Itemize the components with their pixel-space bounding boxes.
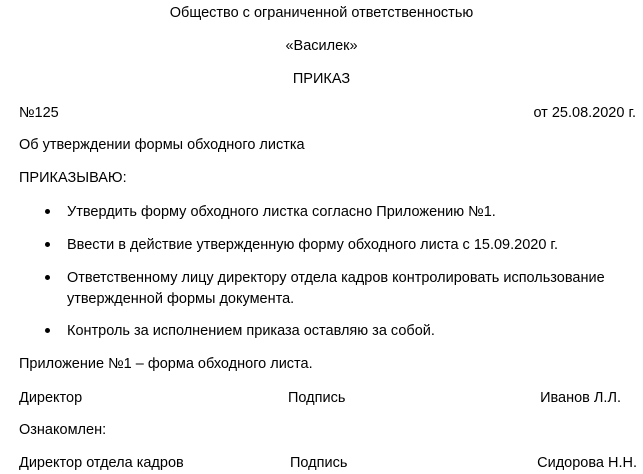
order-directive: ПРИКАЗЫВАЮ: [19,170,127,186]
organization-type: Общество с ограниченной ответственностью [169,5,474,21]
list-item-text: Ответственному лицу директору отдела кадров контролировать использование [67,270,605,286]
director-role: Директор [19,390,83,406]
list-item-text-continued: утвержденной формы документа. [67,291,295,307]
appendix-note: Приложение №1 – форма обходного листа. [19,356,313,372]
bullet-icon [45,242,50,247]
director-signature-label: Подпись [288,390,346,406]
bullet-icon [45,209,50,214]
order-subject: Об утверждении формы обходного листка [19,137,305,153]
bullet-icon [45,275,50,280]
organization-name: «Василек» [285,38,358,54]
hr-signature-label: Подпись [290,455,348,471]
document-title: ПРИКАЗ [292,71,351,87]
order-number: №125 [19,105,59,121]
list-item-text: Ввести в действие утвержденную форму обходного листа с 15.09.2020 г. [67,237,558,253]
list-item-text: Контроль за исполнением приказа оставляю за собой. [67,323,435,339]
hr-director-name: Сидорова Н.Н. [537,455,637,471]
list-item-text: Утвердить форму обходного листка согласно Приложению №1. [67,204,496,220]
director-name: Иванов Л.Л. [540,390,621,406]
acquainted-label: Ознакомлен: [19,422,107,438]
bullet-icon [45,328,50,333]
hr-director-role: Директор отдела кадров [19,455,184,471]
order-date: от 25.08.2020 г. [533,105,636,121]
